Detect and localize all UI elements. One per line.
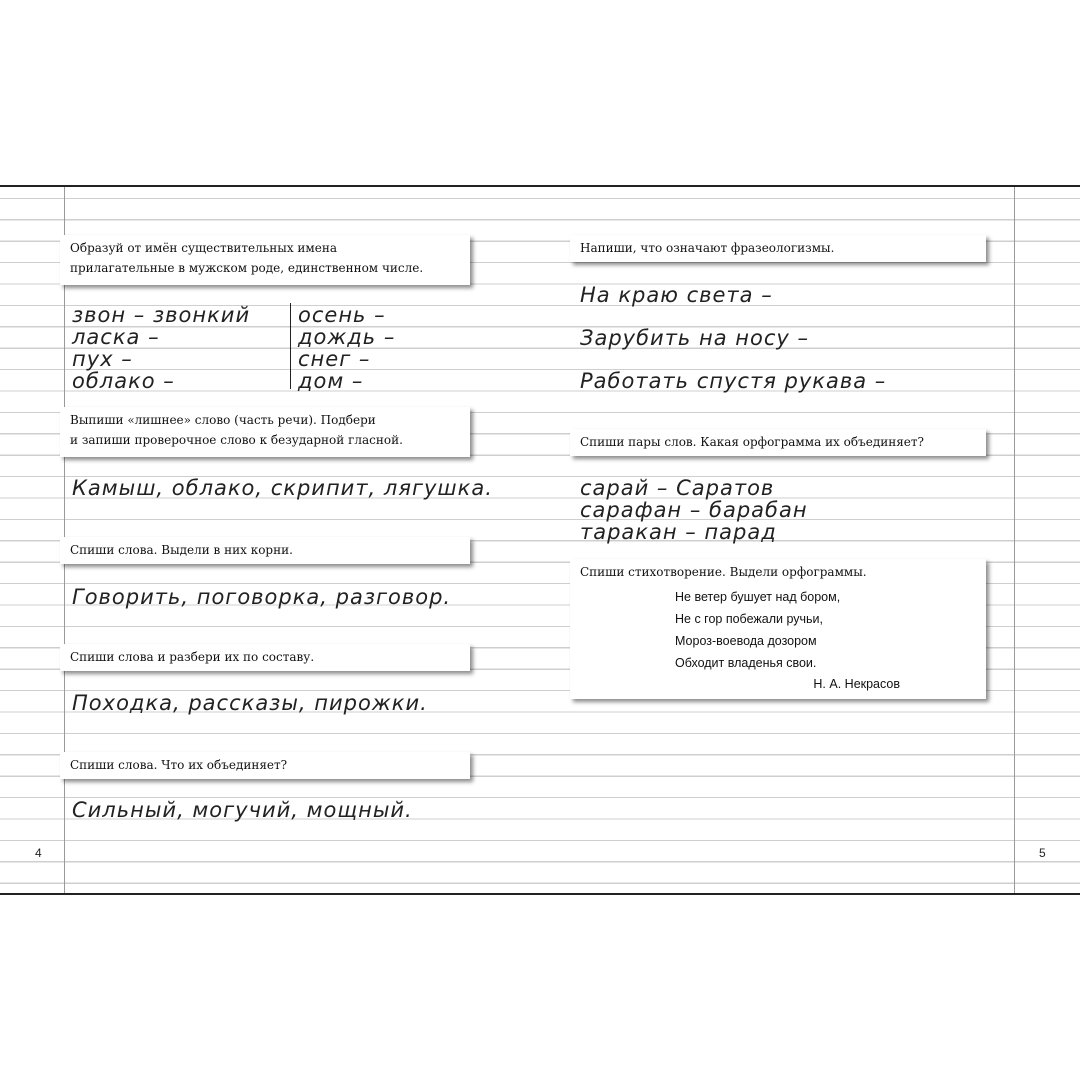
poem-line: Не с гор побежали ручьи, [675,612,823,626]
handwriting-line: дом – [298,369,364,393]
poem-author: Н. А. Некрасов [813,677,900,691]
handwriting-line: Говорить, поговорка, разговор. [72,585,452,609]
column-divider [290,303,291,389]
poem-line: Не ветер бушует над бором, [675,590,841,604]
handwriting-line: На краю света – [580,283,773,307]
handwriting-line: Камыш, облако, скрипит, лягушка. [72,476,493,500]
handwriting-line: сарай – Саратов [580,476,775,500]
handwriting-line: ласка – [72,325,160,349]
task-box-word-parts [60,644,470,671]
task-instruction: Спиши слова. Что их объединяет? [70,758,288,772]
task-box-roots [60,537,470,564]
sample-answer: звонкий [152,303,251,327]
poem-line: Мороз-воевода дозором [675,634,817,648]
task-instruction: Спиши слова. Выдели в них корни. [70,543,293,557]
task-box-idioms [570,235,986,262]
task-instruction: Образуй от имён существительных имена [70,241,338,255]
handwriting-line: Походка, рассказы, пирожки. [72,691,428,715]
poem-line: Обходит владенья свои. [675,656,817,670]
task-instruction: Напиши, что означают фразеологизмы. [580,241,835,255]
task-instruction: Спиши слова и разбери их по составу. [70,650,315,664]
task-instruction: Выпиши «лишнее» слово (часть речи). Подбери [70,413,376,427]
task-box-odd-word [60,407,470,457]
handwriting-line: облако – [72,369,175,393]
task-instruction: Спиши пары слов. Какая орфограмма их объединяет? [580,435,924,449]
right-margin-line [1014,187,1015,893]
handwriting-line: осень – [298,303,386,327]
handwriting-line: Зарубить на носу – [580,326,809,350]
task-instruction: прилагательные в мужском роде, единственном числе. [70,261,424,275]
right-page-number: 5 [1036,846,1049,860]
handwriting-line: Сильный, могучий, мощный. [72,798,413,822]
handwriting-line: звон – звонкий [72,303,251,327]
task-box-synonyms [60,752,470,779]
handwriting-line: пух – [72,347,133,371]
handwriting-line: сарафан – барабан [580,498,808,522]
handwriting-line: Работать спустя рукава – [580,369,887,393]
task-instruction: Спиши стихотворение. Выдели орфограммы. [580,565,867,579]
task-box-adjectives [60,235,470,285]
task-box-poem [570,559,986,699]
handwriting-line: таракан – парад [580,520,777,544]
poem [580,582,976,674]
task-instruction: и запиши проверочное слово к безударной гласной. [70,433,403,447]
notebook-spread [0,185,1080,895]
handwriting-line: снег – [298,347,371,371]
handwriting-line: дождь – [298,325,396,349]
task-box-word-pairs [570,429,986,456]
left-page-number: 4 [32,846,45,860]
